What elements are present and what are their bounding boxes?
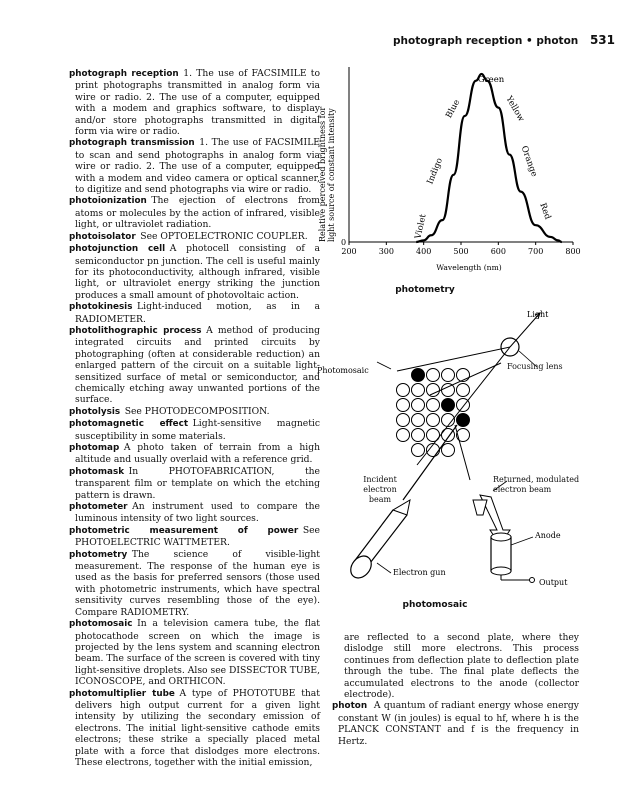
spectrum-label-yellow: Yellow [503, 94, 526, 124]
mosaic-droplet [457, 414, 470, 427]
entry-term: photomask [69, 466, 125, 477]
mosaic-droplet [397, 414, 410, 427]
entry-term: photolysis [69, 406, 121, 417]
glossary-entry [69, 137, 320, 195]
label-output: Output [539, 578, 568, 587]
mosaic-droplet [442, 369, 455, 382]
glossary-entry [69, 195, 320, 230]
label-photomosaic: Photomosaic [317, 366, 369, 375]
mosaic-droplet [427, 414, 440, 427]
entry-term: photojunction cell [69, 244, 166, 255]
entry-term: photograph transmission [69, 138, 195, 149]
x-tick-label: 300 [378, 247, 394, 256]
mosaic-droplet [397, 429, 410, 442]
label-incident-beam: Incident electron beam [363, 475, 397, 504]
entry-term: photometer [69, 502, 128, 513]
mosaic-droplet [412, 369, 425, 382]
entry-definition: See OPTOELECTRONIC COUPLER. [140, 230, 308, 242]
glossary-entry [69, 618, 320, 687]
mosaic-droplet [442, 384, 455, 397]
right-column-text [332, 632, 579, 747]
glossary-entry [69, 525, 320, 549]
header-title: photograph reception • photon [393, 35, 579, 47]
glossary-entry [69, 68, 320, 137]
entry-definition: An instrument used to compare the luminous intensity of two light sources. [75, 501, 320, 525]
mosaic-droplet [427, 369, 440, 382]
mosaic-droplet [427, 384, 440, 397]
entry-definition: A photocell consisting of a semiconductor pn junction. The cell is useful mainly for its photoconductivity, although infrared, visible light, or ultraviolet energy striking the junction produces a small amount of photovoltaic action. [75, 243, 320, 301]
x-tick-label: 400 [416, 247, 432, 256]
label-anode: Anode [535, 531, 561, 540]
mosaic-droplet [457, 369, 470, 382]
spectrum-label-red: Red [537, 201, 553, 221]
entry-term: photoisolator [69, 231, 136, 242]
mosaic-droplet [397, 399, 410, 412]
mosaic-droplet [412, 399, 425, 412]
mosaic-droplet [442, 399, 455, 412]
entry-definition: See PHOTODECOMPOSITION. [124, 405, 270, 417]
entry-definition: A quantum of radiant energy whose energy constant W (in joules) is equal to hf, where h is the PLANCK CONSTANT and f is the frequency in Hertz. [338, 700, 579, 747]
glossary-entry [69, 406, 320, 418]
mosaic-droplet [412, 429, 425, 442]
entry-term: photometric measurement of power [69, 525, 299, 536]
mosaic-droplet [397, 384, 410, 397]
x-tick-label: 600 [490, 247, 506, 256]
entry-term: photomultiplier tube [69, 688, 175, 699]
entry-term: photometry [69, 549, 128, 560]
x-tick-label: 500 [453, 247, 469, 256]
y-axis-label [318, 107, 336, 242]
mosaic-droplet [412, 414, 425, 427]
ylabel-line1: Relative perceived brightness for [318, 106, 327, 242]
running-header [393, 33, 615, 47]
entry-term: photograph reception [69, 69, 179, 79]
photometry-chart [305, 62, 595, 282]
glossary-entry [69, 231, 320, 243]
mosaic-droplet [442, 444, 455, 457]
entry-definition: See PHOTOELECTRIC WATTMETER. [75, 524, 320, 549]
glossary-entry [69, 418, 320, 442]
continuation-text: are reflected to a second plate, where they dislodge still more electrons. This process continues from deflection plate to deflection plate through the tube. The final plate deflects the accumulated electrons to the anode (collector electrode). [344, 632, 579, 701]
entry-definition: In a television camera tube, the flat photocathode screen on which the image is projected by the lens system and scanning electron beam. The surface of the screen is covered with tiny light-sensitive droplets. Also see DISSECTOR TUBE, ICONOSCOPE, and ORTHICON. [75, 618, 320, 688]
entry-definition: Light-sensitive magnetic susceptibility in some materials. [75, 418, 320, 442]
x-tick-label: 800 [565, 247, 581, 256]
left-column [69, 68, 320, 768]
photomosaic-diagram [317, 305, 595, 600]
glossary-entry [69, 243, 320, 301]
x-axis-label: Wavelength (nm) [436, 263, 502, 272]
entry-term: photomosaic [69, 619, 133, 630]
entry-definition: Light-induced motion, as in a RADIOMETER. [75, 301, 320, 325]
entry-term: photolithographic process [69, 325, 202, 336]
anode-icon [491, 533, 535, 583]
photometry-caption: photometry [395, 285, 455, 295]
entry-term: photomap [69, 443, 120, 453]
label-returned-beam: Returned, modulated electron beam [493, 475, 580, 494]
entry-photon [332, 700, 579, 747]
mosaic-droplet [412, 384, 425, 397]
y-tick-0: 0 [341, 238, 347, 247]
spectrum-label-green: Green [477, 75, 505, 85]
photomosaic-caption: photomosaic [402, 600, 468, 610]
x-tick-label: 200 [341, 247, 357, 256]
glossary-entry [69, 501, 320, 525]
spectrum-label-orange: Orange [518, 144, 540, 179]
entry-definition: 1. The use of FACSIMILE to print photographs transmitted in analog form via wire or radio. 2. The use of a computer, equipped with a modem and graphics software, to display and/or store photographs transmitted in digital form via wire or radio. [75, 68, 320, 138]
spectrum-label-blue: Blue [444, 98, 463, 121]
entry-term: photon [332, 701, 368, 712]
entry-definition: The science of visible-light measurement. The response of the human eye is used as the basis for preferred sensors (those used with photometric instruments, which have spectral sensitivity curves resembling those of the eye). Compare RADIOMETRY. [75, 548, 320, 618]
label-light: Light [527, 310, 549, 319]
glossary-entry [69, 466, 320, 501]
entry-definition: 1. The use of FACSIMILE to scan and send photographs in analog form via wire or radio. 2. The use of a computer, equipped with a modem and video camera or optical scanner, to digitize and send photographs via wire or radio. [75, 137, 320, 196]
page-number: 531 [589, 33, 615, 47]
entry-term: photokinesis [69, 302, 133, 313]
glossary-entry [69, 301, 320, 325]
glossary-entry [69, 442, 320, 466]
label-electron-gun: Electron gun [393, 568, 446, 577]
entry-definition: A type of PHOTOTUBE that delivers high output current for a given light intensity by utilizing the secondary emission of electrons. The initial light-sensitive cathode emits electrons; these strike a specially placed metal plate with a force that dislodges more electrons. These electrons, together with the initial emission, [75, 687, 320, 768]
entry-definition: A photo taken of terrain from a high altitude and usually overlaid with a reference grid. [75, 442, 320, 466]
entry-definition: In PHOTOFABRICATION, the transparent film or template on which the etching pattern is drawn. [75, 465, 320, 501]
entry-term: photoionization [69, 196, 147, 207]
spectrum-label-violet: Violet [413, 213, 429, 240]
entry-term: photomagnetic effect [69, 419, 189, 430]
glossary-entry [69, 688, 320, 769]
ylabel-line2: light source of constant intensity [327, 108, 336, 242]
mosaic-droplet [427, 399, 440, 412]
entry-definition: The ejection of electrons from atoms or molecules by the action of infrared, visible light, or ultraviolet radiation. [75, 195, 320, 231]
x-tick-label: 700 [528, 247, 544, 256]
label-focusing-lens: Focusing lens [507, 362, 563, 371]
mosaic-droplet [412, 444, 425, 457]
spectrum-label-indigo: Indigo [425, 156, 445, 186]
glossary-entry [69, 325, 320, 406]
mosaic-droplet [457, 384, 470, 397]
glossary-entry [69, 549, 320, 618]
entry-definition: A method of producing integrated circuits and printed circuits by photographing (often at considerable reduction) an enlarged pattern of the circuit on a suitable light-sensitized surface of metal or semiconductor, and chemically etching away unwanted portions of the surface. [75, 324, 320, 406]
